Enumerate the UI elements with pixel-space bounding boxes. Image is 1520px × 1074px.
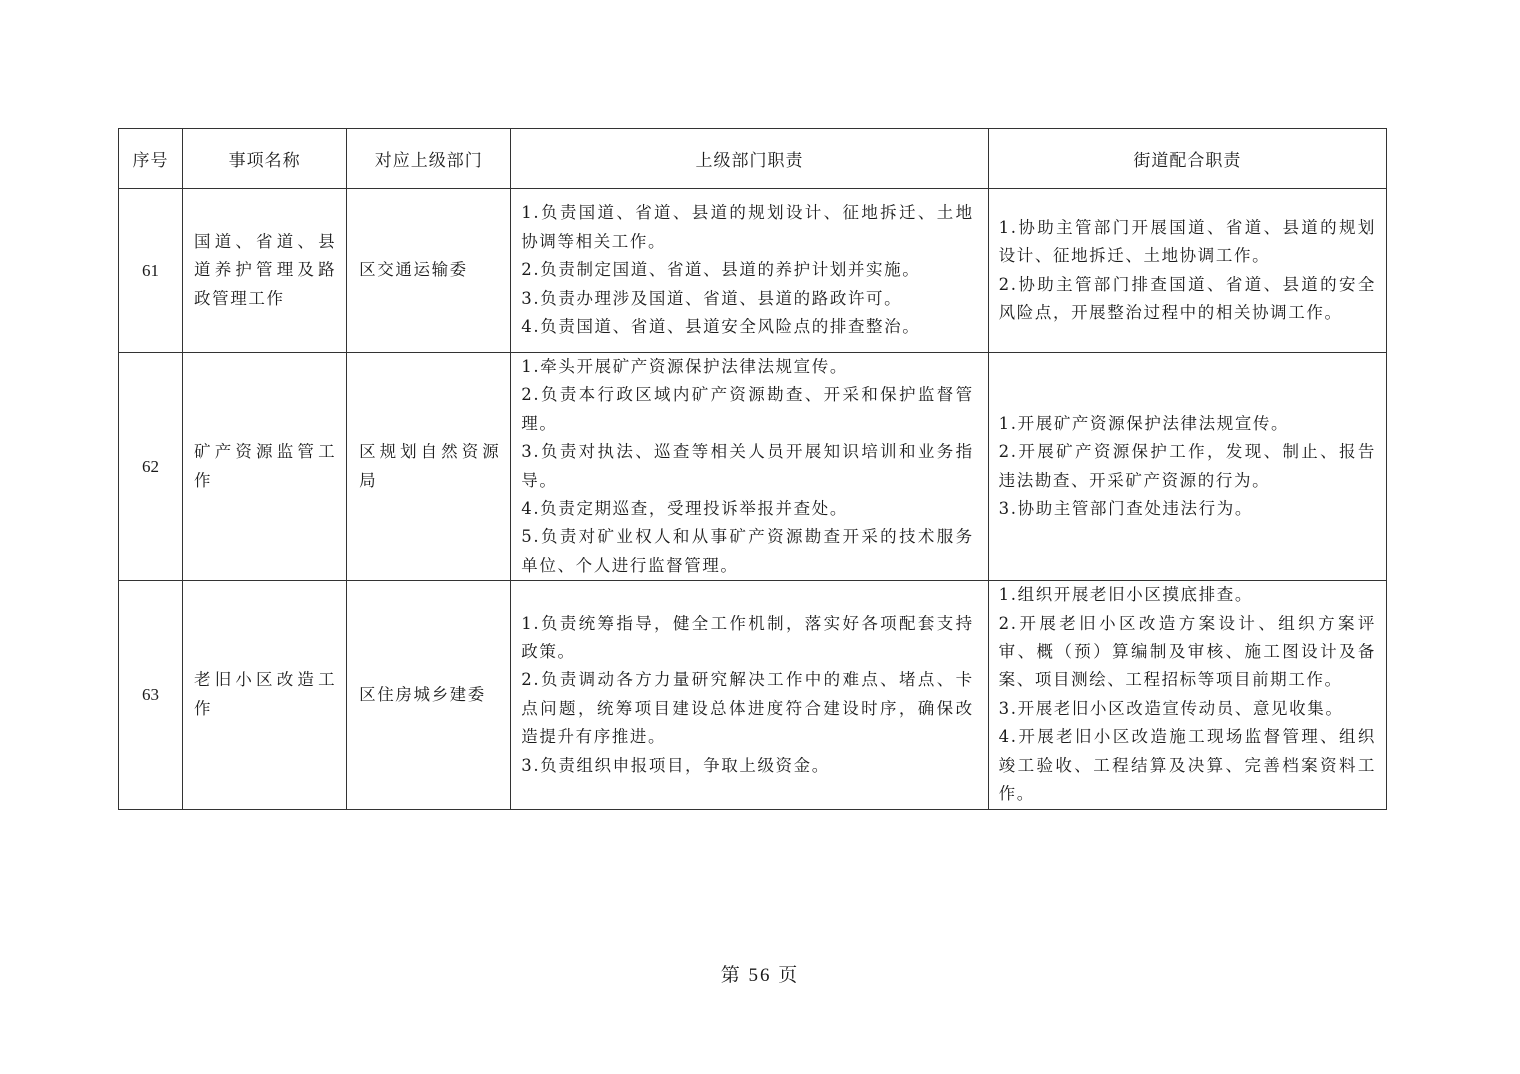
row-street-duties <box>988 189 1386 353</box>
duty-line: 4.负责定期巡查，受理投诉举报并查处。 <box>521 499 848 519</box>
duty-line: 4.开展老旧小区改造施工现场监督管理、组织竣工验收、工程结算及决算、完善档案资料工作。 <box>998 727 1376 804</box>
duty-line: 1.牵头开展矿产资源保护法律法规宣传。 <box>521 357 848 376</box>
table-row <box>119 189 1387 353</box>
duty-line: 1.开展矿产资源保护法律法规宣传。 <box>998 413 1290 433</box>
row-upper-duties <box>511 353 988 581</box>
row-seq: 63 <box>119 581 183 809</box>
duty-line: 5.负责对矿业权人和从事矿产资源勘查开采的技术服务单位、个人进行监督管理。 <box>521 527 974 575</box>
row-seq: 61 <box>119 189 183 353</box>
duty-line: 1.协助主管部门开展国道、省道、县道的规划设计、征地拆迁、土地协调工作。 <box>998 217 1376 266</box>
table-row <box>119 353 1387 581</box>
header-street-duties: 街道配合职责 <box>988 129 1386 189</box>
row-upper-dept: 区规划自然资源局 <box>347 353 511 581</box>
duty-line: 4.负责国道、省道、县道安全风险点的排查整治。 <box>521 317 921 337</box>
duty-line: 3.负责对执法、巡查等相关人员开展知识培训和业务指导。 <box>521 442 974 490</box>
duty-line: 3.开展老旧小区改造宣传动员、意见收集。 <box>998 698 1344 718</box>
row-upper-dept: 区交通运输委 <box>347 189 511 353</box>
duty-line: 3.负责组织申报项目，争取上级资金。 <box>521 755 830 775</box>
row-seq: 62 <box>119 353 183 581</box>
duty-line: 1.组织开展老旧小区摸底排查。 <box>998 585 1253 605</box>
duty-line: 2.开展老旧小区改造方案设计、组织方案评审、概（预）算编制及审核、施工图设计及备案、项目测绘、工程招标等项目前期工作。 <box>998 613 1376 690</box>
header-seq: 序号 <box>119 129 183 189</box>
duty-line: 3.负责办理涉及国道、省道、县道的路政许可。 <box>521 288 903 308</box>
duty-line: 1.负责国道、省道、县道的规划设计、征地拆迁、土地协调等相关工作。 <box>521 203 974 251</box>
duty-line: 2.负责本行政区域内矿产资源勘查、开采和保护监督管理。 <box>521 385 974 433</box>
page-number: 第 56 页 <box>720 965 800 986</box>
table-header-row <box>119 129 1387 189</box>
responsibility-table <box>118 128 1387 810</box>
duty-line: 1.负责统筹指导，健全工作机制，落实好各项配套支持政策。 <box>521 613 974 662</box>
row-street-duties <box>988 353 1386 581</box>
duty-line: 2.协助主管部门排查国道、省道、县道的安全风险点，开展整治过程中的相关协调工作。 <box>998 274 1376 322</box>
duty-line: 3.协助主管部门查处违法行为。 <box>998 499 1253 519</box>
row-upper-dept: 区住房城乡建委 <box>347 581 511 809</box>
duty-line: 2.负责调动各方力量研究解决工作中的难点、堵点、卡点问题，统筹项目建设总体进度符合建设时序，确保改造提升有序推进。 <box>521 670 974 747</box>
header-upper-duties: 上级部门职责 <box>511 129 988 189</box>
row-upper-duties <box>511 189 988 353</box>
row-item-name: 矿产资源监管工作 <box>183 353 347 581</box>
table-row <box>119 581 1387 809</box>
row-item-name: 老旧小区改造工作 <box>183 581 347 809</box>
duty-line: 2.负责制定国道、省道、县道的养护计划并实施。 <box>521 260 921 280</box>
row-upper-duties <box>511 581 988 809</box>
row-item-name: 国道、省道、县道养护管理及路政管理工作 <box>183 189 347 353</box>
duty-line: 2.开展矿产资源保护工作，发现、制止、报告违法勘查、开采矿产资源的行为。 <box>998 442 1376 490</box>
header-upper-dept: 对应上级部门 <box>347 129 511 189</box>
header-item-name: 事项名称 <box>183 129 347 189</box>
row-street-duties <box>988 581 1386 809</box>
